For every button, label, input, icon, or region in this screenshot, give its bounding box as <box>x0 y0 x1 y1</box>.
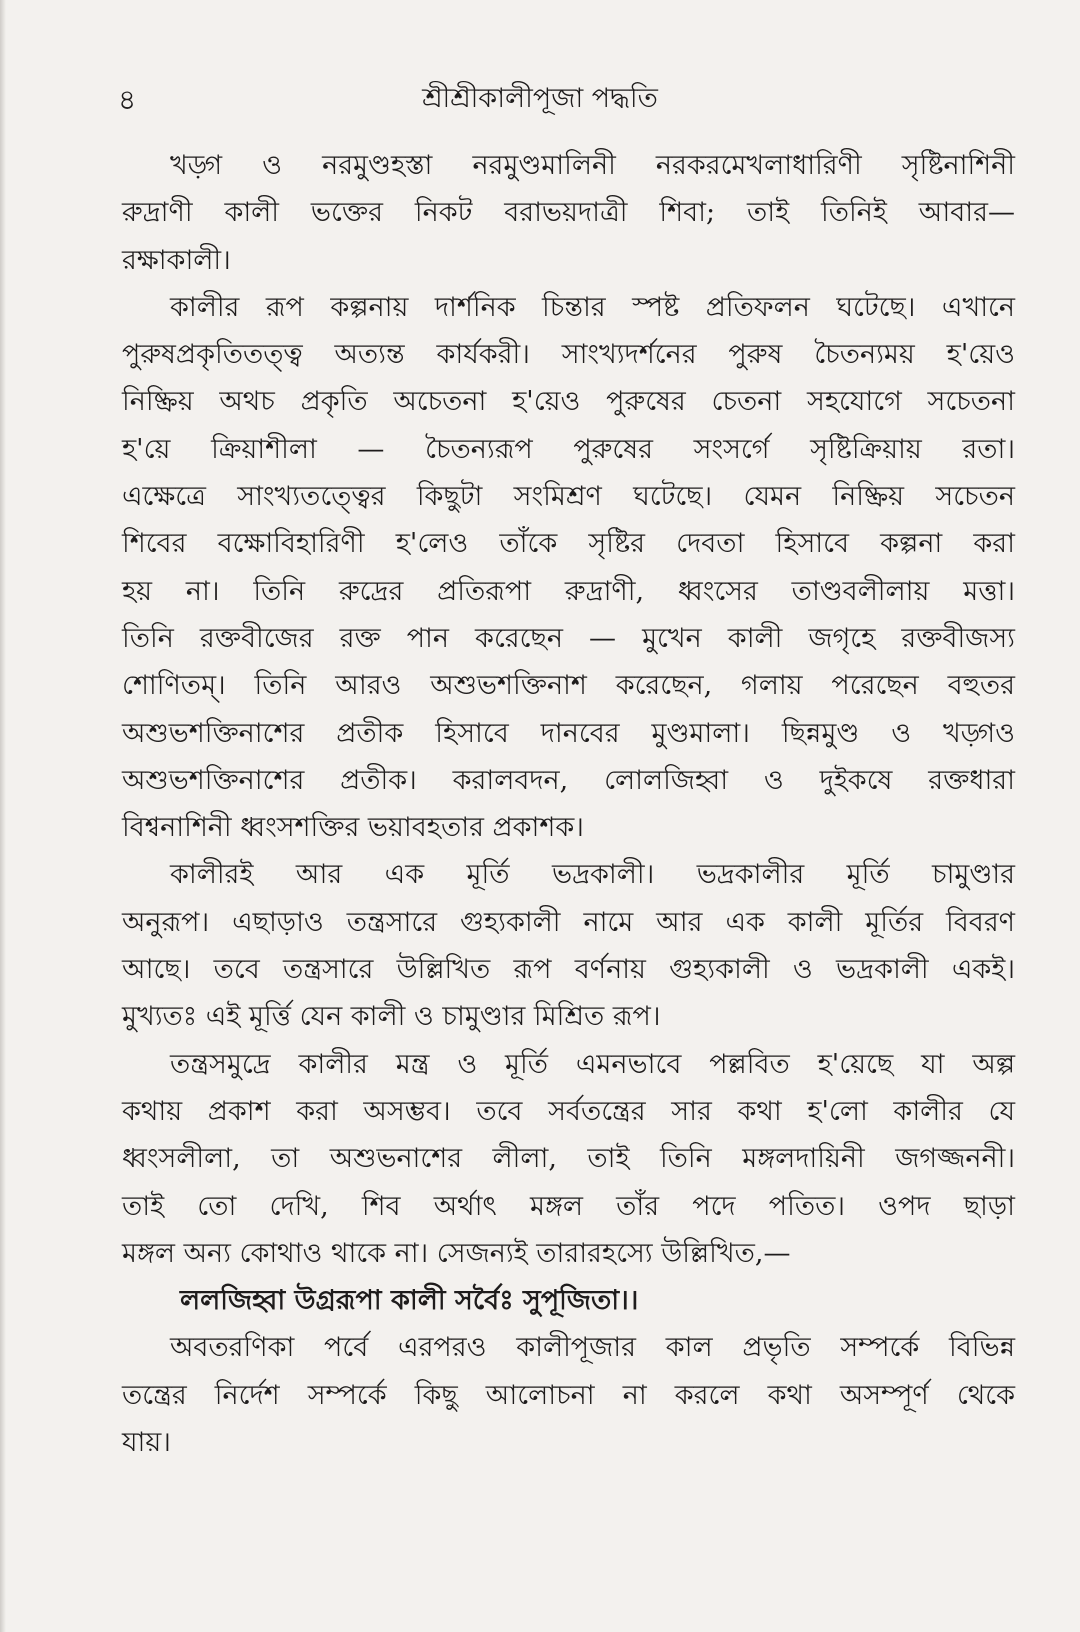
text-line: ললজিহ্বা উগ্ররূপা কালী সর্বৈঃ সুপূজিতা।। <box>180 1285 639 1317</box>
text-line: তিনি রক্তবীজের রক্ত পান করেছেন — মুখেন কালী জগৃহে রক্তবীজস্য <box>122 622 1015 654</box>
paragraph <box>122 1324 1015 1466</box>
text-line: কালীরই আর এক মূর্তি ভদ্রকালী। ভদ্রকালীর মূর্তি চামুণ্ডার <box>170 859 1015 891</box>
running-title: শ্রীশ্রীকালীপূজা পদ্ধতি <box>422 83 658 114</box>
text-line: রুদ্রাণী কালী ভক্তের নিকট বরাভয়দাত্রী শিবা; তাই তিনিই আবার— <box>122 197 1015 229</box>
page-edge-shadow <box>0 0 6 1632</box>
paragraph <box>122 1041 1015 1277</box>
text-line: অশুভশক্তিনাশের প্রতীক। করালবদন, লোলজিহ্বা ও দুইকষে রক্তধারা <box>122 764 1015 796</box>
text-line: কথায় প্রকাশ করা অসম্ভব। তবে সর্বতন্ত্রের সার কথা হ'লো কালীর যে <box>122 1095 1015 1127</box>
page-number: ৪ <box>118 83 137 116</box>
text-line: অশুভশক্তিনাশের প্রতীক হিসাবে দানবের মুণ্ডমালা। ছিন্নমুণ্ড ও খড়্গও <box>122 717 1015 749</box>
text-line: এক্ষেত্রে সাংখ্যতত্ত্বের কিছুটা সংমিশ্রণ ঘটেছে। যেমন নিষ্ক্রিয় সচেতন <box>122 481 1015 513</box>
text-line: তন্ত্রসমুদ্রে কালীর মন্ত্র ও মূর্তি এমনভাবে পল্লবিত হ'য়েছে যা অল্প <box>170 1048 1015 1080</box>
text-line: ধ্বংসলীলা, তা অশুভনাশের লীলা, তাই তিনি মঙ্গলদায়িনী জগজ্জননী। <box>122 1143 1015 1175</box>
text-line: বিশ্বনাশিনী ধ্বংসশক্তির ভয়াবহতার প্রকাশক। <box>122 812 584 844</box>
text-line: শিবের বক্ষোবিহারিণী হ'লেও তাঁকে সৃষ্টির দেবতা হিসাবে কল্পনা করা <box>122 528 1015 560</box>
text-line: খড়্গ ও নরমুণ্ডহস্তা নরমুণ্ডমালিনী নরকরমেখলাধারিণী সৃষ্টিনাশিনী <box>170 150 1015 181</box>
text-line: শোণিতম্। তিনি আরও অশুভশক্তিনাশ করেছেন, গলায় পরেছেন বহুতর <box>122 670 1015 702</box>
paragraph <box>122 851 1015 1040</box>
verse-quote <box>122 1277 1015 1324</box>
text-line: মুখ্যতঃ এই মূর্ত্তি যেন কালী ও চামুণ্ডার মিশ্রিত রূপ। <box>122 1001 661 1033</box>
text-line: কালীর রূপ কল্পনায় দার্শনিক চিন্তার স্পষ্ট প্রতিফলন ঘটেছে। এখানে <box>170 291 1015 323</box>
text-line: মঙ্গল অন্য কোথাও থাকে না। সেজন্যই তারারহস্যে উল্লিখিত,— <box>122 1237 791 1269</box>
text-line: যায়। <box>122 1427 171 1459</box>
text-line: তন্ত্রের নির্দেশ সম্পর্কে কিছু আলোচনা না করলে কথা অসম্পূর্ণ থেকে <box>122 1379 1015 1411</box>
text-line: আছে। তবে তন্ত্রসারে উল্লিখিত রূপ বর্ণনায় গুহ্যকালী ও ভদ্রকালী একই। <box>122 954 1015 986</box>
text-line: হ'য়ে ক্রিয়াশীলা — চৈতন্যরূপ পুরুষের সংসর্গে সৃষ্টিক্রিয়ায় রতা। <box>122 433 1015 465</box>
text-line: রক্ষাকালী। <box>122 244 231 276</box>
text-line: হয় না। তিনি রুদ্রের প্রতিরূপা রুদ্রাণী, ধ্বংসের তাণ্ডবলীলায় মত্তা। <box>122 575 1015 607</box>
paragraph <box>122 142 1015 284</box>
text-line: তাই তো দেখি, শিব অর্থাৎ মঙ্গল তাঁর পদে পতিত। ওপদ ছাড়া <box>122 1190 1015 1222</box>
text-line: নিষ্ক্রিয় অথচ প্রকৃতি অচেতনা হ'য়েও পুরুষের চেতনা সহযোগে সচেতনা <box>122 386 1015 418</box>
text-line: অবতরণিকা পর্বে এরপরও কালীপূজার কাল প্রভৃতি সম্পর্কে বিভিন্ন <box>170 1332 1015 1364</box>
body-text <box>122 142 1015 1466</box>
paragraph <box>122 284 1015 852</box>
text-line: পুরুষপ্রকৃতিতত্ত্ব অত্যন্ত কার্যকরী। সাংখ্যদর্শনের পুরুষ চৈতন্যময় হ'য়েও <box>122 339 1015 371</box>
text-line: অনুরূপ। এছাড়াও তন্ত্রসারে গুহ্যকালী নামে আর এক কালী মূর্তির বিবরণ <box>122 906 1015 938</box>
